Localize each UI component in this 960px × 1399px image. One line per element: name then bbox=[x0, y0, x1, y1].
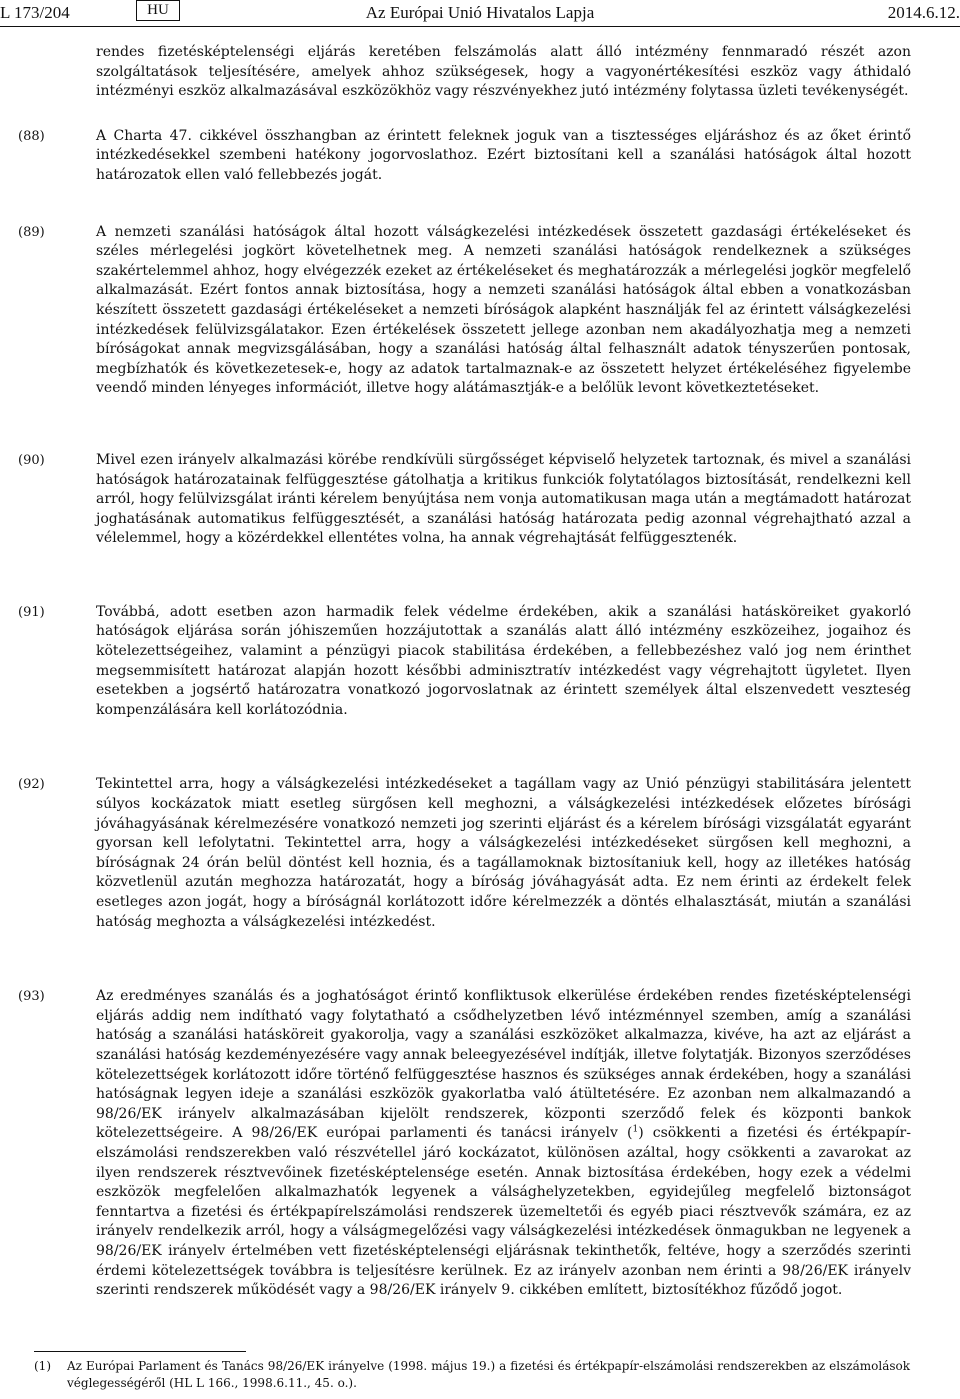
publication-date: 2014.6.12. bbox=[887, 3, 960, 22]
recital-text bbox=[96, 987, 911, 1301]
recital-92 bbox=[18, 775, 911, 932]
recital-90 bbox=[18, 451, 911, 549]
journal-title: Az Európai Unió Hivatalos Lapja bbox=[365, 3, 595, 22]
recital-text-part: Az eredményes szanálás és a joghatóságot érintő konfliktusok elkerülése érdekében rendes fizetésképtelenségi eljárás addig nem indítható vagy folytatható a csődhelyzetben lévő intézménnyel szemben, amíg a szanálási hatóság a szanálási hatásköreit gyakorolja, vagy a szanálási eszközöket alkalmazza, kivéve, ha azt az eljárást a szanálási hatóság kezdeményezésére vagy annak beleegyezésével indítják, illetve folytatják. Bizonyos szerződéses kötelezettségek korlátozott időre történő felfüggesztése hasznos és szükséges annak érdekében, hogy a szanálási hatóságnak legyen ideje a szanálási eszközök gyakorlatba való átültetésére. Ez azonban nem alkalmazandó a 98/26/EK irányelv alkalmazásában kijelölt rendszerek, központi szerződő felek és központi bankok kötelezettségeire. A 98/26/EK európai parlamenti és tanácsi irányelv ( bbox=[96, 988, 911, 1142]
page-header bbox=[0, 0, 960, 26]
header-divider bbox=[0, 26, 960, 27]
recital-text-part: ) csökkenti a fizetési és értékpapír-elszámolási rendszerekben való részvétellel járó kockázatot, különösen azáltal, hogy csökkenti a zavarokat az ilyen rendszerek résztvevőinek fizetésképtelensége esetén. Annak biztosítása érdekében, hogy ezek a védelmi eszközök megfelelően alkalmazhatók legyenek a válsághelyzetekben, egyidejűleg megfelelő biztonságot fenntartva a fizetési és értékpapírelszámolási rendszerek üzemeltetői és egyéb piaci résztvevők számára, ez az irányelv rendelkezik arról, hogy a válságmegelőzési vagy válságkezelési intézkedések önmagukban ne legyenek a 98/26/EK irányelv értelmében vett fizetésképtelenségi eljárásnak tekinthetők, feltéve, hogy a szerződés szerinti érdemi kötelezettségek továbbra is teljesítésre kerülnek. Ez az irányelv azonban nem érinti a 98/26/EK irányelv szerinti rendszerek működését vagy a 98/26/EK irányelv 9. cikkében említett, biztosítékhoz fűződő jogot. bbox=[96, 1125, 911, 1299]
recital-number: (89) bbox=[18, 224, 45, 240]
footnote bbox=[34, 1358, 910, 1392]
intro-paragraph: rendes fizetésképtelenségi eljárás keretében felszámolás alatt álló intézmény fennmaradó részét azon szolgáltatások teljesítésére, amelyek ahhoz szükségesek, hogy a vagyonértékesítési eszköz vagy áthidaló intézményi eszköz alkalmazásával eszközökhöz vagy részvényekhez jutó intézmény folytassa üzleti tevékenységét. bbox=[96, 44, 911, 100]
recital-text: A nemzeti szanálási hatóságok által hozott válságkezelési intézkedések összetett gazdasági értékeléseket és széles mérlegelési jogkört követelhetnek meg. A nemzeti szanálási hatóságok rendelkeznek a szükséges szakértelemmel ahhoz, hogy elvégezzék ezeket az értékeléseket és meghatározzák a mérlegelési jogkör megfelelő alkalmazását. Ezért fontos annak biztosítása, hogy a nemzeti szanálási hatóságok által ebben a vonatkozásban készített összetett gazdasági értékeléseket a nemzeti bíróságok alapként használják fel az érintett válságkezelési intézkedések felülvizsgálatakor. Ezen értékelések összetett jellege azonban nem akadályozhatja meg a nemzeti bíróságokat annak megvizsgálásában, hogy a szanálási hatóság által felhasznált adatok tényszerűen pontosak, megbízhatók és következetesek-e, hogy az adatok tartalmaznak-e az összetett helyzet értékeléséhez figyelembe veendő minden lényeges információt, illetve hogy alátámasztják-e a belőlük levont következtetéseket. bbox=[96, 223, 911, 397]
recital-text: Tekintettel arra, hogy a válságkezelési intézkedéseket a tagállam vagy az Unió pénzügyi stabilitására jelentett súlyos kockázatok miatt esetleg sürgősen kell meghozni, a válságkezelési intézkedések előzetes bírósági jóváhagyásának kérelmezésére vonatkozó nemzeti jog szerinti eljárást és a kérelem bírósági vizsgálatát egyaránt gyorsan kell lefolytatni. Tekintettel arra, hogy a válságkezelési intézkedéseket sürgősen kell meghozni, a bíróságnak 24 órán belül döntést kell hoznia, és a tagállamoknak biztosítaniuk kell, hogy az illetékes hatóság közvetlenül azután meghozza határozatát, hogy a bíróság jóváhagyását adta. Ez nem érinti az érdekelt felek esetleges azon jogát, hogy a bíróságnál korlátozott időre kérelmezzék a döntés elhalasztását, miután a szanálási hatóság meghozta a válságkezelési intézkedést. bbox=[96, 776, 911, 930]
recital-93 bbox=[18, 987, 911, 1301]
footnote-mark: (1) bbox=[34, 1359, 51, 1373]
footnote-reference[interactable]: 1 bbox=[632, 1124, 639, 1135]
footnote-divider bbox=[34, 1351, 246, 1352]
recital-text: A Charta 47. cikkével összhangban az érintett feleknek joguk van a tisztességes eljáráshoz és az őket érintő intézkedésekkel szembeni hatékony jogorvoslathoz. Ezért biztosítani kell a szanálási hatóságok által hozott határozatok ellen való fellebbezés jogát. bbox=[96, 127, 911, 183]
recital-88 bbox=[18, 127, 911, 186]
recital-number: (88) bbox=[18, 128, 45, 144]
footnote-text: Az Európai Parlament és Tanács 98/26/EK irányelve (1998. május 19.) a fizetési és értékpapír-elszámolási rendszerekben az elszámolások véglegességéről (HL L 166., 1998.6.11., 45. o.). bbox=[67, 1359, 910, 1390]
document-body bbox=[18, 43, 911, 1301]
recital-number: (92) bbox=[18, 777, 45, 793]
language-badge: HU bbox=[136, 0, 180, 21]
recital-number: (90) bbox=[18, 452, 45, 468]
recital-text: Mivel ezen irányelv alkalmazási körébe rendkívüli sürgősséget képviselő helyzetek tartoznak, és mivel a szanálási hatóságok határozatainak felfüggesztése gátolhatja a kritikus funkciók folytatólagos biztosítását, rendelkezni kell arról, hogy felülvizsgálat iránti kérelem benyújtása nem vonja automatikusan maga után a megtámadott határozat joghatásának automatikus felfüggesztését, a szanálási hatóság határozata pedig azonnal végrehajtható azzal a vélelemmel, hogy a közérdekkel ellentétes volna, ha annak végrehajtását felfüggesztenék. bbox=[96, 451, 911, 547]
page-reference: L 173/204 bbox=[0, 3, 70, 22]
recital-91 bbox=[18, 603, 911, 721]
recital-text: Továbbá, adott esetben azon harmadik felek védelme érdekében, akik a szanálási hatásköreiket gyakorló hatóságok eljárása során jóhiszeműen hozzájutottak a szanálás alatt álló intézmény eszközeihez, jogaihoz és kötelezettségeihez, valamint a pénzügyi piacok stabilitása érdekében, a fellebbezéshez való jog nem érinthet megsemmisített határozat alapján hozott későbbi adminisztratív intézkedést vagy végrehajtott ügyletet. Ilyen esetekben a jogsértő határozatra vonatkozó jogorvoslatnak az érintett személyek által elszenvedett veszteség kompenzálására kell korlátozódnia. bbox=[96, 603, 911, 718]
recital-number: (93) bbox=[18, 989, 45, 1005]
recital-89 bbox=[18, 223, 911, 399]
recital-number: (91) bbox=[18, 604, 45, 620]
